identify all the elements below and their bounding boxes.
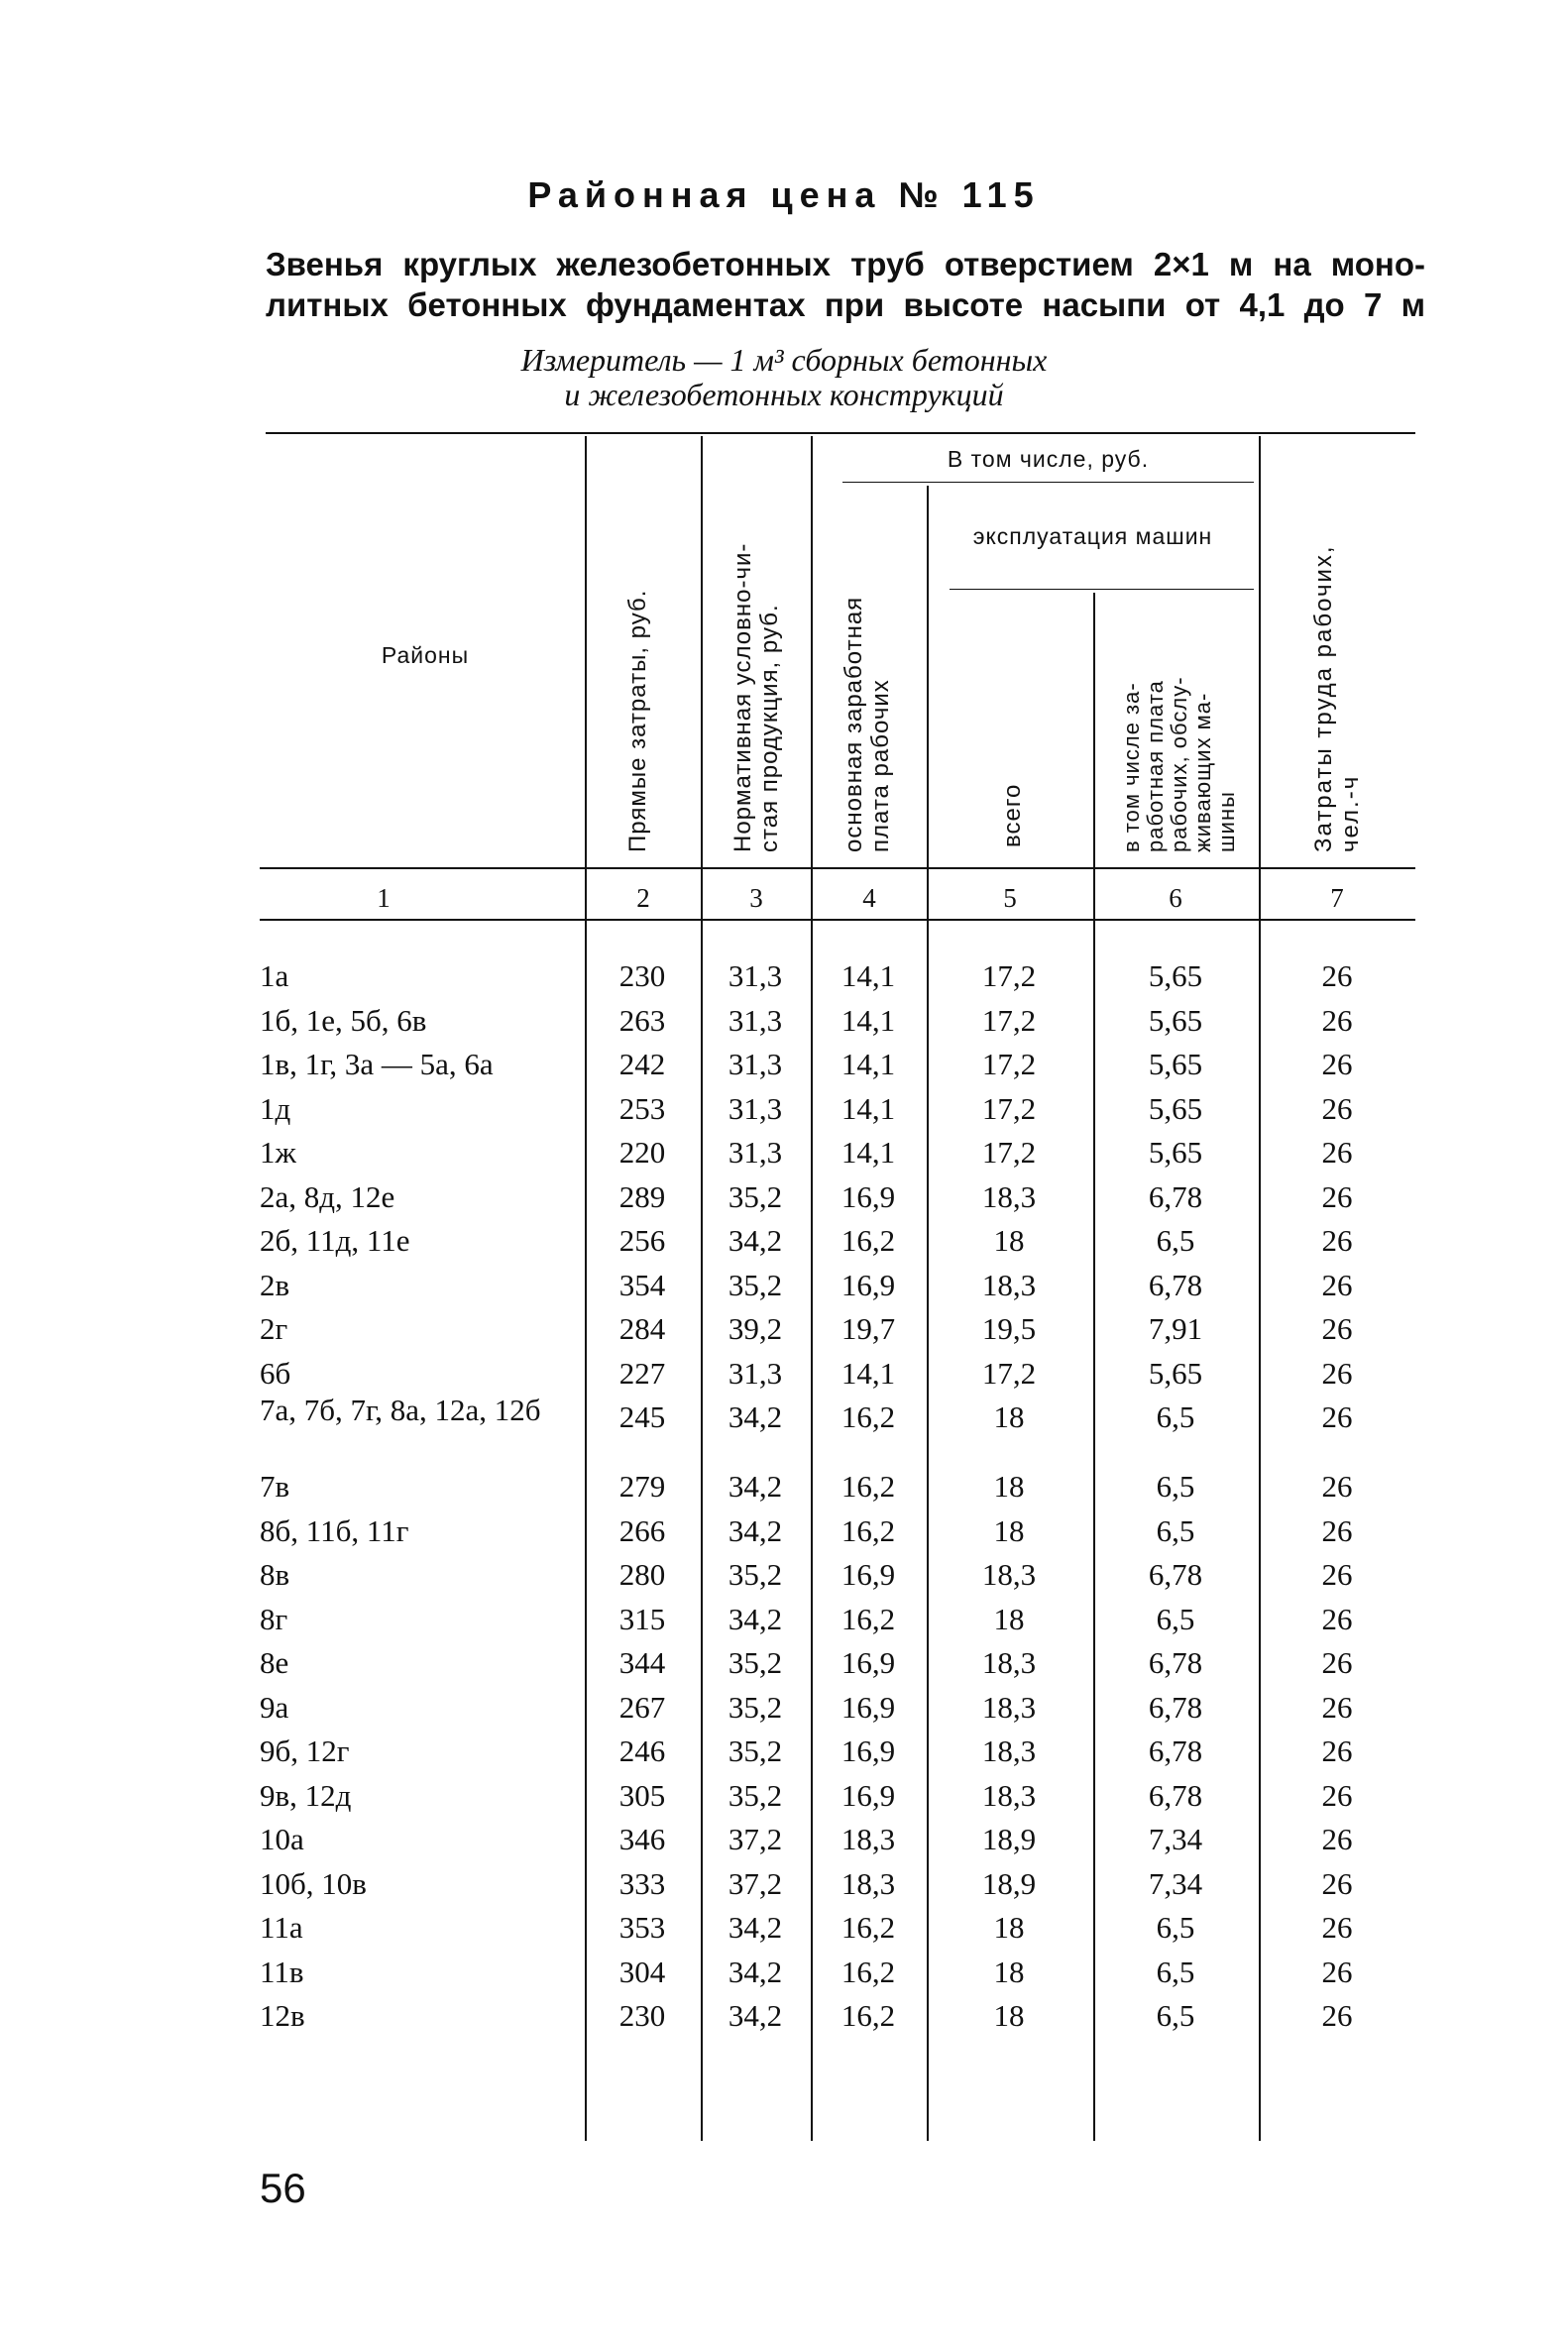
column-number-5: 5: [1003, 883, 1017, 913]
cell-c4: 16,2: [840, 1910, 896, 1945]
column-number-1: 1: [377, 883, 391, 913]
units-line-2: и железобетонных конструкций: [564, 377, 1004, 412]
cell-c7: 26: [1321, 1601, 1353, 1636]
cell-c6: 6,5: [1156, 1399, 1195, 1434]
cell-c4: 14,1: [840, 958, 896, 993]
cell-c7: 26: [1321, 1865, 1353, 1901]
cell-c2: 220: [618, 1135, 666, 1170]
header-total: всего: [999, 783, 1026, 847]
cell-c6: 5,65: [1148, 1002, 1203, 1038]
cell-c3: 37,2: [728, 1822, 783, 1856]
cell-c2: 284: [618, 1311, 666, 1346]
cell-c7: 26: [1321, 1223, 1353, 1258]
cell-c4: 16,2: [840, 1512, 896, 1548]
cell-c3: 34,2: [728, 1601, 783, 1636]
cell-c4: 19,7: [840, 1311, 896, 1346]
column-number-6: 6: [1169, 883, 1182, 913]
cell-c6: 6,5: [1156, 1910, 1195, 1945]
cell-c7: 26: [1321, 1135, 1353, 1170]
cell-c7: 26: [1321, 1998, 1353, 2033]
cell-c6: 6,78: [1148, 1689, 1203, 1725]
cell-c5: 18,3: [981, 1178, 1037, 1214]
cell-c2: 246: [618, 1733, 666, 1768]
header-incl-wages: [1120, 676, 1239, 852]
machine-ops-rule: [950, 589, 1254, 590]
header-labor-line-2: чел.-ч: [1337, 774, 1364, 852]
header-incl-wages-line-4: живающих ма-: [1190, 692, 1215, 852]
cell-c4: 16,9: [840, 1777, 896, 1813]
cell-c2: 304: [618, 1954, 666, 1989]
cell-c6: 7,34: [1148, 1865, 1203, 1901]
cell-c7: 26: [1321, 1645, 1353, 1680]
region-cell: 8г: [260, 1601, 288, 1636]
cell-c5: 18,9: [981, 1822, 1037, 1856]
cell-c6: 5,65: [1148, 1135, 1203, 1170]
cell-c5: 18: [993, 1223, 1025, 1258]
region-cell: 11в: [260, 1954, 304, 1989]
subtitle-line-1: Звенья круглых железобетонных труб отверстием 2×1 м на моно-: [266, 246, 1425, 282]
cell-c2: 227: [618, 1355, 666, 1391]
cell-c4: 16,9: [840, 1178, 896, 1214]
column-number-2: 2: [636, 883, 650, 913]
cell-c2: 333: [618, 1865, 666, 1901]
cell-c4: 14,1: [840, 1135, 896, 1170]
header-incl-wages-line-5: шины: [1214, 791, 1239, 852]
cell-c3: 35,2: [728, 1557, 783, 1592]
cell-c5: 17,2: [981, 1355, 1037, 1391]
cell-c5: 17,2: [981, 1135, 1037, 1170]
cell-c4: 16,2: [840, 1223, 896, 1258]
cell-c5: 18,9: [981, 1865, 1037, 1901]
column-number-4: 4: [862, 883, 876, 913]
cell-c3: 35,2: [728, 1777, 783, 1813]
cell-c3: 34,2: [728, 1998, 783, 2033]
region-cell: 9в, 12д: [260, 1777, 352, 1813]
cell-c7: 26: [1321, 1090, 1353, 1126]
cell-c5: 17,2: [981, 1002, 1037, 1038]
header-incl-wages-line-1: в том числе за-: [1119, 682, 1144, 852]
cell-c2: 266: [618, 1512, 666, 1548]
cell-c6: 6,5: [1156, 1998, 1195, 2033]
region-cell: 10а: [260, 1822, 304, 1856]
cell-c4: 16,2: [840, 1998, 896, 2033]
cell-c4: 16,9: [840, 1557, 896, 1592]
cell-c6: 6,78: [1148, 1777, 1203, 1813]
cell-c7: 26: [1321, 1689, 1353, 1725]
cell-c4: 16,2: [840, 1954, 896, 1989]
cell-c2: 289: [618, 1178, 666, 1214]
region-cell: 1ж: [260, 1135, 296, 1170]
page-title: Районная цена № 115: [527, 174, 1041, 215]
cell-c7: 26: [1321, 1047, 1353, 1081]
cell-c6: 5,65: [1148, 1047, 1203, 1081]
cell-c3: 31,3: [728, 1002, 783, 1038]
cell-c3: 35,2: [728, 1689, 783, 1725]
header-wages-line-1: основная заработная: [840, 596, 867, 852]
cell-c6: 7,91: [1148, 1311, 1203, 1346]
cell-c5: 17,2: [981, 1090, 1037, 1126]
cell-c3: 39,2: [728, 1311, 783, 1346]
header-wages-line-2: плата рабочих: [867, 679, 894, 852]
header-bottom-rule: [260, 867, 1415, 869]
cell-c3: 34,2: [728, 1512, 783, 1548]
region-cell: 1в, 1г, 3а — 5а, 6а: [260, 1047, 494, 1081]
region-cell: 9б, 12г: [260, 1733, 350, 1768]
cell-c3: 35,2: [728, 1178, 783, 1214]
region-cell: 1д: [260, 1090, 291, 1126]
cell-c7: 26: [1321, 1910, 1353, 1945]
cell-c4: 14,1: [840, 1047, 896, 1081]
cell-c2: 354: [618, 1267, 666, 1302]
cell-c7: 26: [1321, 1512, 1353, 1548]
cell-c6: 6,5: [1156, 1512, 1195, 1548]
cell-c5: 18,3: [981, 1689, 1037, 1725]
region-cell: 7а, 7б, 7г, 8а, 12а, 12б: [260, 1393, 541, 1427]
cell-c6: 5,65: [1148, 1355, 1203, 1391]
cell-c4: 16,9: [840, 1733, 896, 1768]
cell-c6: 6,5: [1156, 1223, 1195, 1258]
cell-c2: 263: [618, 1002, 666, 1038]
region-cell: 9а: [260, 1689, 289, 1725]
region-cell: 2а, 8д, 12е: [260, 1178, 395, 1214]
region-cell: 8б, 11б, 11г: [260, 1512, 409, 1548]
cell-c7: 26: [1321, 1822, 1353, 1856]
cell-c4: 16,9: [840, 1267, 896, 1302]
cell-c5: 18,3: [981, 1777, 1037, 1813]
header-machine-ops: эксплуатация машин: [972, 523, 1213, 549]
cell-c5: 18: [993, 1910, 1025, 1945]
cell-c3: 37,2: [728, 1865, 783, 1901]
table-subtitle: [266, 244, 1425, 325]
cell-c2: 344: [618, 1645, 666, 1680]
region-cell: 11а: [260, 1910, 303, 1945]
cell-c3: 34,2: [728, 1469, 783, 1504]
cell-c2: 279: [618, 1469, 666, 1504]
cell-c7: 26: [1321, 1557, 1353, 1592]
region-cell: 2г: [260, 1311, 288, 1346]
cell-c5: 17,2: [981, 958, 1037, 993]
cell-c5: 18,3: [981, 1267, 1037, 1302]
cell-c3: 34,2: [728, 1399, 783, 1434]
cell-c2: 253: [618, 1090, 666, 1126]
header-wages: [840, 597, 894, 852]
cell-c6: 5,65: [1148, 958, 1203, 993]
cell-c7: 26: [1321, 1469, 1353, 1504]
header-including: В том числе, руб.: [947, 446, 1150, 472]
cell-c2: 230: [618, 1998, 666, 2033]
cell-c7: 26: [1321, 1178, 1353, 1214]
units-caption: [0, 343, 1568, 412]
cell-c5: 17,2: [981, 1047, 1037, 1081]
cell-c3: 31,3: [728, 1135, 783, 1170]
header-normative-line-2: стая продукция, руб.: [756, 604, 783, 852]
cell-c6: 6,5: [1156, 1601, 1195, 1636]
region-cell: 2в: [260, 1267, 290, 1302]
cell-c5: 18: [993, 1954, 1025, 1989]
cell-c4: 18,3: [840, 1822, 896, 1856]
cell-c4: 14,1: [840, 1090, 896, 1126]
cell-c6: 6,78: [1148, 1645, 1203, 1680]
cell-c2: 315: [618, 1601, 666, 1636]
cell-c7: 26: [1321, 1267, 1353, 1302]
cell-c3: 31,3: [728, 1047, 783, 1081]
table-top-rule: [266, 432, 1415, 434]
cell-c6: 6,78: [1148, 1733, 1203, 1768]
region-cell: 12в: [260, 1998, 305, 2033]
cell-c2: 305: [618, 1777, 666, 1813]
header-regions: Районы: [381, 642, 470, 668]
cell-c3: 31,3: [728, 1090, 783, 1126]
cell-c6: 6,78: [1148, 1178, 1203, 1214]
cell-c7: 26: [1321, 1399, 1353, 1434]
cell-c6: 7,34: [1148, 1822, 1203, 1856]
header-incl-wages-line-2: работная плата: [1143, 680, 1168, 852]
cell-c5: 18: [993, 1512, 1025, 1548]
cell-c4: 18,3: [840, 1865, 896, 1901]
header-incl-wages-line-3: рабочих, обслу-: [1167, 676, 1191, 852]
cell-c5: 18: [993, 1998, 1025, 2033]
column-number-3: 3: [749, 883, 763, 913]
cell-c3: 35,2: [728, 1733, 783, 1768]
column-number-7: 7: [1330, 883, 1344, 913]
cell-c4: 16,9: [840, 1645, 896, 1680]
cell-c3: 34,2: [728, 1954, 783, 1989]
cell-c6: 6,78: [1148, 1557, 1203, 1592]
header-labor-line-1: Затраты труда рабочих,: [1310, 544, 1337, 852]
cell-c2: 346: [618, 1822, 666, 1856]
cell-c3: 31,3: [728, 958, 783, 993]
header-normative-line-1: Нормативная условно-чи-: [729, 542, 756, 852]
cell-c6: 6,5: [1156, 1954, 1195, 1989]
cell-c7: 26: [1321, 1733, 1353, 1768]
region-cell: 1а: [260, 958, 289, 993]
cell-c5: 18: [993, 1469, 1025, 1504]
subtitle-line-2: литных бетонных фундаментах при высоте насыпи от 4,1 до 7 м: [266, 286, 1425, 323]
cell-c7: 26: [1321, 1954, 1353, 1989]
cell-c5: 18: [993, 1399, 1025, 1434]
cell-c4: 16,2: [840, 1399, 896, 1434]
cell-c4: 16,2: [840, 1469, 896, 1504]
region-cell: 8е: [260, 1645, 289, 1680]
cell-c2: 230: [618, 958, 666, 993]
cell-c7: 26: [1321, 958, 1353, 993]
header-direct-costs: Прямые затраты, руб.: [624, 589, 651, 852]
header-labor: [1310, 544, 1364, 852]
cell-c2: 245: [618, 1399, 666, 1434]
column-divider-5: [1093, 593, 1095, 2141]
header-normative: [729, 543, 783, 852]
cell-c7: 26: [1321, 1311, 1353, 1346]
region-cell: 6б: [260, 1355, 291, 1391]
cell-c3: 34,2: [728, 1910, 783, 1945]
cell-c6: 5,65: [1148, 1090, 1203, 1126]
cell-c2: 280: [618, 1557, 666, 1592]
cell-c5: 18,3: [981, 1645, 1037, 1680]
cell-c2: 256: [618, 1223, 666, 1258]
including-rule: [842, 482, 1254, 483]
region-cell: 2б, 11д, 11е: [260, 1223, 410, 1258]
cell-c4: 16,2: [840, 1601, 896, 1636]
region-cell: 8в: [260, 1557, 290, 1592]
cell-c2: 267: [618, 1689, 666, 1725]
cell-c4: 14,1: [840, 1002, 896, 1038]
cell-c3: 35,2: [728, 1267, 783, 1302]
region-cell: 1б, 1е, 5б, 6в: [260, 1002, 427, 1038]
cell-c6: 6,78: [1148, 1267, 1203, 1302]
units-line-1: Измеритель — 1 м³ сборных бетонных: [520, 342, 1048, 378]
cell-c2: 242: [618, 1047, 666, 1081]
cell-c7: 26: [1321, 1002, 1353, 1038]
cell-c3: 35,2: [728, 1645, 783, 1680]
cell-c3: 34,2: [728, 1223, 783, 1258]
region-cell: 10б, 10в: [260, 1865, 367, 1901]
cell-c7: 26: [1321, 1355, 1353, 1391]
region-cell: 7в: [260, 1469, 290, 1504]
cell-c5: 18,3: [981, 1733, 1037, 1768]
cell-c5: 19,5: [981, 1311, 1037, 1346]
page-number: 56: [260, 2165, 306, 2211]
cell-c7: 26: [1321, 1777, 1353, 1813]
cell-c5: 18,3: [981, 1557, 1037, 1592]
cell-c6: 6,5: [1156, 1469, 1195, 1504]
cell-c4: 16,9: [840, 1689, 896, 1725]
column-numbers-rule: [260, 919, 1415, 921]
cell-c5: 18: [993, 1601, 1025, 1636]
cell-c3: 31,3: [728, 1355, 783, 1391]
cell-c2: 353: [618, 1910, 666, 1945]
cell-c4: 14,1: [840, 1355, 896, 1391]
column-divider-6: [1259, 436, 1261, 2141]
